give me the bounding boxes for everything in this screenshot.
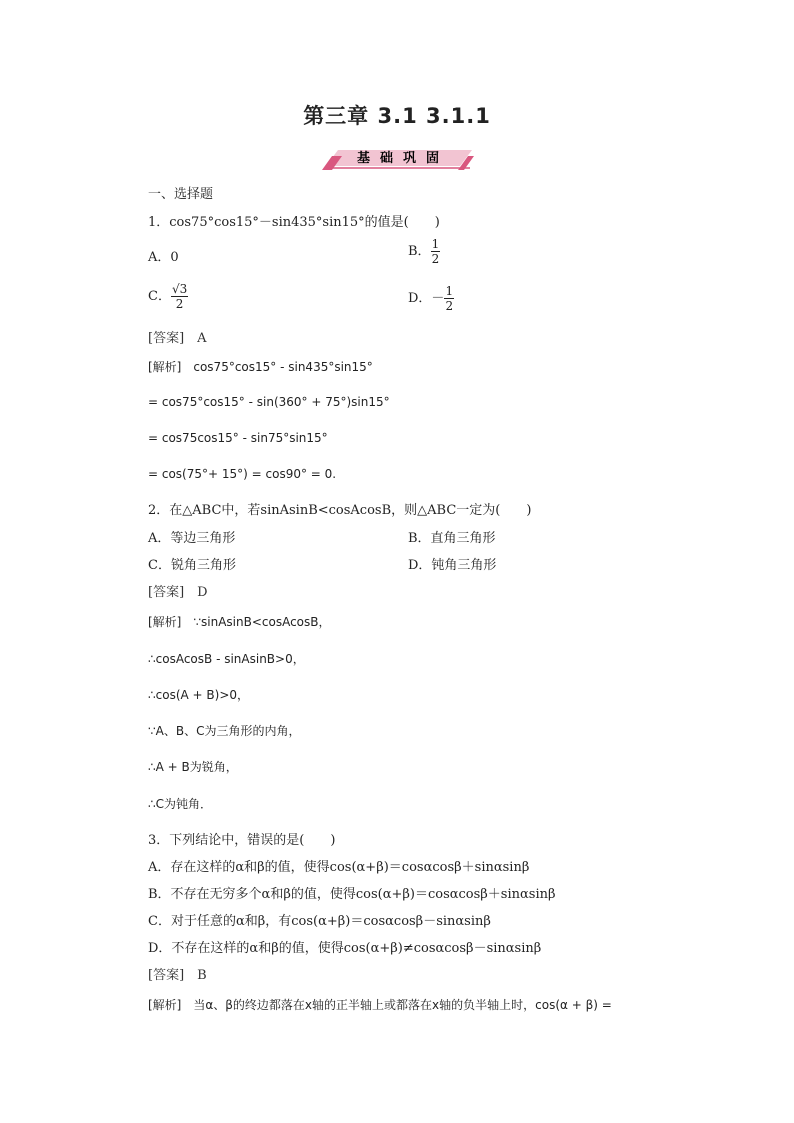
q2-option-a: A．等边三角形 — [148, 531, 236, 546]
q1-option-d: D．－ $\frac{1}{2}$ — [408, 284, 454, 313]
q1-explanation-line: = cos75°cos15° - sin(360° + 75°)sin15° — [148, 395, 390, 409]
q1-answer: [答案] A — [148, 331, 207, 346]
q1-explanation-line: = cos(75°+ 15°) = cos90° = 0. — [148, 467, 337, 481]
q3-option-c: C．对于任意的α和β，有cos(α+β)＝cosαcosβ－sinαsinβ — [148, 914, 491, 929]
q1-stem: 1．cos75°cos15°－sin435°sin15°的值是( ) — [148, 215, 440, 230]
q3-answer: [答案] B — [148, 968, 207, 983]
q1-explanation-line: [解析] cos75°cos15° - sin435°sin15° — [148, 360, 373, 374]
q2-explanation-line: ∴cosAcosB - sinAsinB>0， — [148, 652, 305, 666]
q2-explanation-line: ∴A + B为锐角， — [148, 760, 238, 774]
section-heading: 一、选择题 — [148, 187, 214, 202]
q2-explanation-line: [解析] ∵sinAsinB<cosAcosB， — [148, 615, 331, 629]
q2-answer: [答案] D — [148, 585, 208, 600]
q1-option-b: B． $\frac{1}{2}$ — [408, 237, 440, 266]
q1-option-a: A．0 — [148, 250, 179, 265]
q2-explanation-line: ∵A、B、C为三角形的内角， — [148, 724, 301, 738]
q2-option-c: C．锐角三角形 — [148, 558, 236, 573]
q1-explanation-line: = cos75cos15° - sin75°sin15° — [148, 431, 328, 445]
q3-option-a: A．存在这样的α和β的值，使得cos(α+β)＝cosαcosβ＋sinαsinβ — [148, 860, 530, 875]
page-title: 第三章 3.1 3.1.1 — [303, 104, 491, 128]
q3-stem: 3．下列结论中，错误的是( ) — [148, 833, 336, 848]
q2-option-b: B．直角三角形 — [408, 531, 496, 546]
q3-explanation-line: [解析] 当α、β的终边都落在x轴的正半轴上或都落在x轴的负半轴上时，cos(α + β) = — [148, 998, 612, 1012]
q2-option-d: D．钝角三角形 — [408, 558, 497, 573]
q3-option-d: D．不存在这样的α和β的值，使得cos(α+β)≠cosαcosβ－sinαsinβ — [148, 941, 542, 956]
q3-option-b: B．不存在无穷多个α和β的值，使得cos(α+β)＝cosαcosβ＋sinαsinβ — [148, 887, 556, 902]
q2-explanation-line: ∴cos(A + B)>0， — [148, 688, 250, 702]
section-banner — [322, 146, 474, 172]
banner-label: 基础巩固 — [356, 151, 449, 166]
q1-option-c: C． $\frac{√3}{2}$ — [148, 282, 188, 311]
q2-explanation-line: ∴C为钝角． — [148, 797, 213, 811]
q2-stem: 2．在△ABC中，若sinAsinB<cosAcosB，则△ABC一定为( ) — [148, 503, 532, 518]
